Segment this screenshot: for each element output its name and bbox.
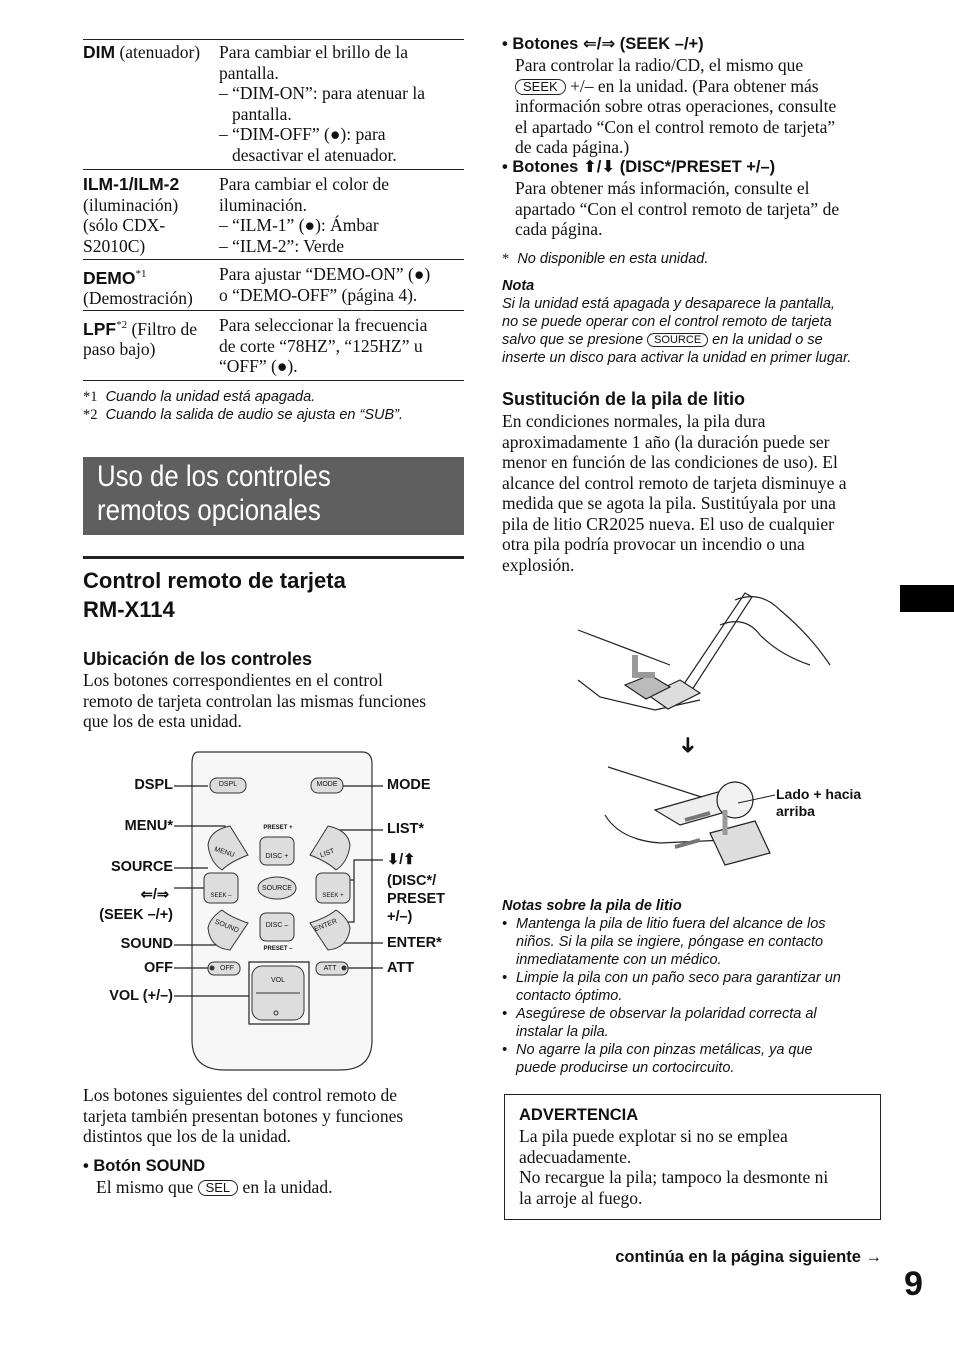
continued-note: continúa en la página siguiente → (615, 1248, 882, 1266)
remote-dspl-button: DSPL (218, 781, 238, 788)
side-tab (900, 585, 954, 612)
pila-paragraph: En condiciones normales, la pila dura aproximadamente 1 año (la duración puede ser menor en función de las condiciones de uso). El alcance del control remoto de tarjeta disminuye a medida que se agota la pila. Sustitúyala por una pila de litio CR2025 nueva. El uso de cualquier otra pila podría provocar un incendio o una explosión. (502, 411, 847, 575)
remote-menu-button: MENU (213, 845, 236, 860)
callout-att: ATT (387, 960, 415, 976)
remote-enter-button: ENTER (313, 917, 339, 934)
pila-heading: Sustitución de la pila de litio (502, 389, 746, 409)
table-key-ilm: ILM-1/ILM-2 (iluminación) (sólo CDX- S2010C) (83, 174, 180, 256)
callout-mode: MODE (387, 777, 431, 793)
page-title: Control remoto de tarjeta RM-X114 (83, 568, 346, 622)
warning-box (504, 1094, 881, 1220)
remote-preset-plus-label: PRESET + (263, 825, 293, 831)
callout-source: SOURCE (110, 859, 173, 875)
ubicacion-paragraph: Los botones correspondientes en el control remoto de tarjeta controlan las mismas funciones que los de esta unidad. (83, 670, 427, 731)
warning-text: La pila puede explotar si no se emplea adecuadamente. No recargue la pila; tampoco la desmonte ni la arroje al fuego. (519, 1126, 829, 1208)
remote-sound-button: SOUND (213, 918, 240, 935)
table-key-demo: DEMO$^{*1}$ (Demostración) (83, 267, 193, 309)
remote-disc-minus-button: DISC – (265, 922, 289, 929)
remote-off-button: OFF (220, 965, 234, 972)
callout-dspl: DSPL (134, 777, 173, 793)
seek-key: SEEK (515, 79, 566, 95)
callout-off: OFF (144, 960, 173, 976)
callout-preset: PRESET (387, 891, 446, 907)
remote-disc-plus-button: DISC + (265, 853, 289, 860)
remote-mode-button: MODE (316, 781, 338, 788)
sound-button-desc: El mismo que SEL en la unidad. (96, 1177, 333, 1197)
callout-menu: MENU* (124, 818, 173, 834)
battery-illustration (560, 585, 880, 885)
callout-sound: SOUND (120, 936, 173, 952)
disc-desc: Para obtener más información, consulte el apartado “Con el control remoto de tarjeta” de cada página. (515, 178, 840, 239)
disc-title: • Botones ⬆/⬇ (DISC*/PRESET +/–) (502, 158, 776, 176)
table-key-dim: DIM (atenuador) (83, 42, 201, 62)
table-desc-demo: Para ajustar “DEMO-ON” (●) o “DEMO-OFF” (página 4). (219, 264, 431, 305)
table-desc-lpf: Para seleccionar la frecuencia de corte “78HZ”, “125HZ” u “OFF” (●). (219, 315, 428, 376)
seek-title: • Botones ⇐/⇒ (SEEK –/+) (502, 35, 704, 53)
callout-enter: ENTER* (387, 935, 442, 951)
table-desc-ilm: Para cambiar el color de iluminación. – “ILM-1” (●): Ámbar – “ILM-2”: Verde (219, 174, 390, 256)
table-key-lpf: LPF$^{*2}$ (Filtro de paso bajo) (83, 318, 198, 360)
nota-block: Nota Si la unidad está apagada y desaparece la pantalla, no se puede operar con el control remoto de tarjeta salvo que se presione SOURCE en la unidad o se inserte un disco para activar la unidad en primer lugar. (502, 278, 852, 366)
warning-title: ADVERTENCIA (519, 1106, 639, 1124)
other-buttons-paragraph: Los botones siguientes del control remoto de tarjeta también presentan botones y funciones distintos que los de la unidad. (83, 1085, 404, 1146)
callout-disc: (DISC*/ (387, 873, 437, 889)
ubicacion-heading: Ubicación de los controles (83, 649, 313, 669)
battery-label: Lado + hacia arriba (776, 786, 862, 819)
remote-seek-plus-button: SEEK + (322, 893, 344, 899)
callout-preset-pm: +/–) (387, 909, 413, 925)
callout-seek: (SEEK –/+) (99, 907, 173, 923)
section-banner-title: Uso de los controles remotos opcionales (97, 460, 331, 527)
table-footnote-2: *2 Cuando la salida de audio se ajusta en “SUB”. (83, 407, 403, 423)
callout-list: LIST* (387, 821, 425, 837)
right-footnote: * No disponible en esta unidad. (502, 251, 709, 267)
sound-button-title: • Botón SOUND (83, 1157, 206, 1175)
remote-source-button: SOURCE (262, 885, 292, 892)
remote-preset-minus-label: PRESET – (263, 946, 293, 952)
down-arrow-icon: ➜ (676, 735, 702, 755)
callout-disc-arrows: ⬇/⬆ (387, 852, 416, 868)
table-footnote-1: *1 Cuando la unidad está apagada. (83, 389, 316, 405)
page-number: 9 (904, 1265, 923, 1303)
callout-vol: VOL (+/–) (109, 988, 173, 1004)
sel-key: SEL (198, 1180, 239, 1196)
remote-vol-button: VOL (270, 977, 285, 984)
callout-seek-arrows: ⇐/⇒ (140, 887, 169, 903)
notas-pila: Notas sobre la pila de litio • Mantenga la pila de litio fuera del alcance de los niños. Si la pila se ingiere, póngase en contacto inmediatamente con un médico. • Limpie la pila con un paño seco para garantizar un contacto óptimo. • Asegúrese de observar la polaridad correcta al instalar la pila. • No agarre la pila con pinzas metálicas, ya que puede producirse un cortocircuito. (502, 898, 841, 1076)
seek-desc: Para controlar la radio/CD, el mismo que SEEK +/– en la unidad. (Para obtener más información sobre otras operaciones, consulte el apartado “Con el control remoto de tarjeta” de cada página.) (515, 55, 837, 157)
table-desc-dim: Para cambiar el brillo de la pantalla. – “DIM-ON”: para atenuar la pantalla. – “DIM-OFF” (●): para desactivar el atenuador. (219, 42, 426, 165)
remote-seek-minus-button: SEEK – (210, 893, 232, 899)
remote-att-button: ATT (323, 965, 337, 972)
remote-list-button: LIST (319, 847, 336, 860)
source-key: SOURCE (647, 333, 708, 347)
